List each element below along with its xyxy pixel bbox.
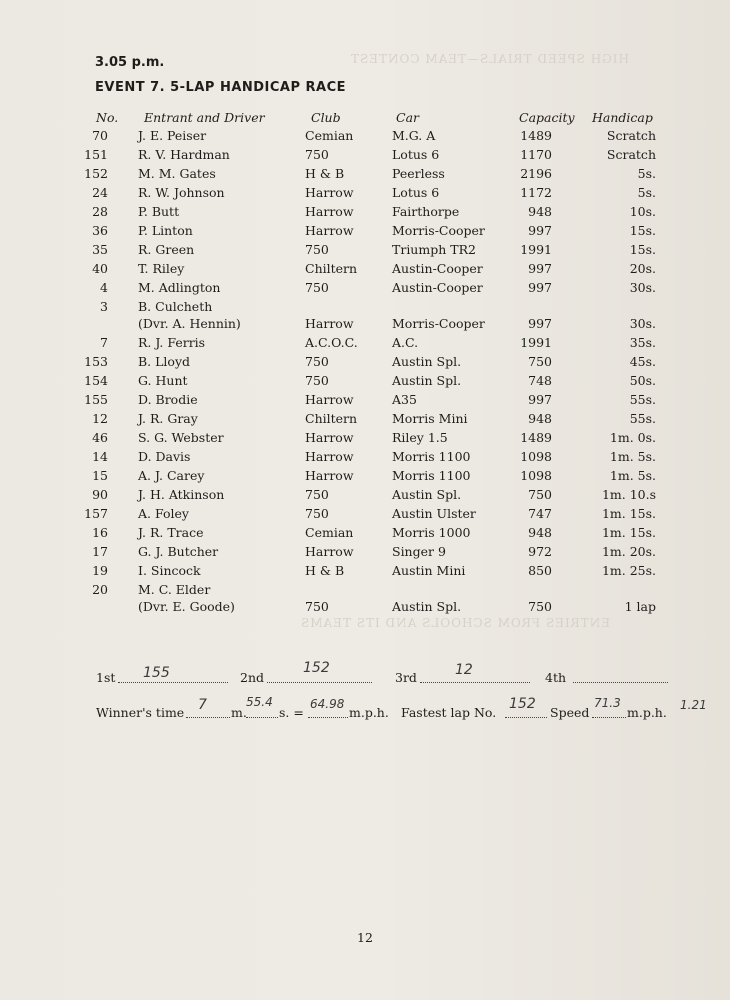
cell-entrant: B. Culcheth: [138, 299, 213, 314]
cell-no: 24: [92, 185, 108, 200]
cell-no: 17: [92, 544, 108, 559]
cell-car: Morris 1000: [392, 525, 471, 540]
cell-car: Austin Spl.: [392, 354, 462, 369]
cell-handicap: 1m. 15s.: [601, 506, 656, 521]
cell-no: 157: [84, 506, 108, 521]
cell-club: 750: [305, 147, 329, 162]
col-header-no: No.: [96, 110, 119, 125]
speed-mph-label: m.p.h.: [627, 705, 667, 720]
cell-car: Austin Spl.: [392, 373, 462, 388]
table-row: [0, 147, 730, 166]
cell-no: 70: [92, 128, 108, 143]
cell-entrant: B. Lloyd: [138, 354, 191, 369]
cell-entrant: M. M. Gates: [138, 166, 216, 181]
cell-entrant: J. R. Gray: [138, 411, 198, 426]
cell-no: 36: [92, 223, 108, 238]
cell-car: Austin Ulster: [392, 506, 476, 521]
cell-handicap: 1m. 15s.: [601, 525, 656, 540]
third-label: 3rd: [395, 670, 417, 685]
cell-entrant: M. C. Elder: [138, 582, 211, 597]
winner-s-label: s. =: [279, 705, 304, 720]
speed-label: Speed: [550, 705, 590, 720]
cell-car: Morris 1100: [392, 449, 471, 464]
cell-capacity: 1098: [520, 449, 552, 464]
second-label: 2nd: [240, 670, 265, 685]
cell-car: Austin Mini: [392, 563, 466, 578]
cell-club: Harrow: [305, 468, 354, 483]
cell-entrant: M. Adlington: [138, 280, 221, 295]
col-header-entrant: Entrant and Driver: [144, 110, 265, 125]
cell-club: 750: [305, 280, 329, 295]
cell-handicap: 1m. 5s.: [609, 468, 656, 483]
cell-entrant: G. Hunt: [138, 373, 188, 388]
placings-row: [0, 660, 730, 690]
cell-car: A.C.: [392, 335, 419, 350]
cell-car: Triumph TR2: [392, 242, 476, 257]
cell-capacity: 997: [528, 223, 552, 238]
cell-club: Harrow: [305, 185, 354, 200]
cell-handicap: 1m. 20s.: [601, 544, 656, 559]
cell-handicap: 50s.: [629, 373, 656, 388]
cell-club: Harrow: [305, 223, 354, 238]
cell-club: Harrow: [305, 544, 354, 559]
table-row: [0, 242, 730, 261]
page-number: 12: [357, 930, 373, 945]
fourth-label: 4th: [545, 670, 567, 685]
cell-club: 750: [305, 242, 329, 257]
cell-capacity: 997: [528, 261, 552, 276]
winner-seconds: 55.4: [246, 695, 273, 709]
cell-handicap: 1m. 5s.: [609, 449, 656, 464]
cell-handicap: 15s.: [629, 223, 656, 238]
cell-car: Riley 1.5: [392, 430, 448, 445]
table-row: [0, 335, 730, 354]
cell-entrant: S. G. Webster: [138, 430, 224, 445]
bleed-through-heading-2: ENTRIES FROM SCHOOLS AND ITS TEAMS: [300, 616, 610, 630]
table-row: [0, 544, 730, 563]
col-header-capacity: Capacity: [519, 110, 575, 125]
cell-capacity: 1489: [520, 128, 552, 143]
cell-no: 90: [92, 487, 108, 502]
fourth-blank: [573, 668, 668, 683]
cell-capacity: 997: [528, 392, 552, 407]
col-header-club: Club: [311, 110, 341, 125]
cell-handicap: 45s.: [629, 354, 656, 369]
cell-no: 154: [84, 373, 108, 388]
cell-handicap: 5s.: [637, 166, 656, 181]
cell-entrant: A. Foley: [138, 506, 189, 521]
cell-handicap: 55s.: [629, 392, 656, 407]
cell-handicap: 20s.: [629, 261, 656, 276]
winner-time-label: Winner's time: [96, 705, 185, 720]
cell-entrant: T. Riley: [138, 261, 185, 276]
third-value: 12: [455, 662, 473, 678]
cell-entrant-driver: (Dvr. E. Goode): [138, 599, 235, 614]
table-row: [0, 166, 730, 185]
table-row: [0, 563, 730, 582]
col-header-handicap: Handicap: [592, 110, 653, 125]
cell-capacity: 948: [528, 204, 552, 219]
cell-capacity: 997: [528, 316, 552, 331]
cell-car: Austin Spl.: [392, 487, 462, 502]
cell-entrant: R. V. Hardman: [138, 147, 230, 162]
cell-car: Lotus 6: [392, 147, 440, 162]
table-row: [0, 525, 730, 544]
cell-capacity: 1991: [520, 335, 552, 350]
cell-car: Morris-Cooper: [392, 316, 485, 331]
bleed-through-heading: HIGH SPEED TRIALS—TEAM CONTEST: [350, 52, 629, 66]
cell-no: 28: [92, 204, 108, 219]
third-blank: [420, 668, 530, 683]
cell-no: 155: [84, 392, 108, 407]
cell-car: Peerless: [392, 166, 445, 181]
first-value: 155: [143, 665, 170, 681]
table-row: [0, 392, 730, 411]
cell-club: Chiltern: [305, 411, 358, 426]
cell-no: 12: [92, 411, 108, 426]
cell-entrant: D. Davis: [138, 449, 191, 464]
cell-entrant: J. R. Trace: [138, 525, 204, 540]
table-row: [0, 128, 730, 147]
cell-handicap: 10s.: [629, 204, 656, 219]
cell-club: Harrow: [305, 430, 354, 445]
event-title: EVENT 7. 5-LAP HANDICAP RACE: [95, 80, 347, 95]
cell-capacity: 747: [528, 506, 552, 521]
cell-capacity: 1489: [520, 430, 552, 445]
cell-club: 750: [305, 487, 329, 502]
cell-car: Fairthorpe: [392, 204, 460, 219]
cell-car: Austin-Cooper: [392, 280, 483, 295]
cell-car: Lotus 6: [392, 185, 440, 200]
table-row: [0, 449, 730, 468]
cell-entrant: R. W. Johnson: [138, 185, 225, 200]
cell-club: Harrow: [305, 392, 354, 407]
cell-entrant: R. Green: [138, 242, 195, 257]
cell-club: 750: [305, 354, 329, 369]
cell-capacity: 1172: [520, 185, 552, 200]
cell-capacity: 750: [528, 487, 552, 502]
cell-capacity: 1170: [520, 147, 552, 162]
cell-capacity: 948: [528, 525, 552, 540]
cell-car: A35: [392, 392, 417, 407]
cell-entrant: J. E. Peiser: [138, 128, 207, 143]
table-row: [0, 582, 730, 614]
table-row: [0, 468, 730, 487]
cell-club: A.C.O.C.: [305, 335, 358, 350]
table-row: [0, 373, 730, 392]
cell-capacity: 948: [528, 411, 552, 426]
table-row: [0, 223, 730, 242]
cell-no: 4: [100, 280, 108, 295]
cell-car: Austin Spl.: [392, 599, 462, 614]
cell-entrant: A. J. Carey: [138, 468, 205, 483]
cell-car: Singer 9: [392, 544, 446, 559]
cell-club: 750: [305, 599, 329, 614]
winner-m-label: m.: [231, 705, 247, 720]
cell-handicap: 30s.: [629, 316, 656, 331]
table-row: [0, 411, 730, 430]
cell-capacity: 997: [528, 280, 552, 295]
cell-no: 16: [92, 525, 108, 540]
cell-handicap: 35s.: [629, 335, 656, 350]
cell-club: H & B: [305, 563, 345, 578]
cell-no: 15: [92, 468, 108, 483]
cell-handicap: 1 lap: [624, 599, 656, 614]
col-header-car: Car: [396, 110, 419, 125]
lap-time-note: 1.21: [680, 698, 707, 712]
speed-value: 71.3: [594, 696, 621, 710]
table-row: [0, 204, 730, 223]
table-row: [0, 299, 730, 331]
cell-no: 14: [92, 449, 108, 464]
winner-min-blank: [186, 703, 230, 718]
cell-no: 19: [92, 563, 108, 578]
cell-no: 7: [100, 335, 108, 350]
cell-club: Harrow: [305, 316, 354, 331]
cell-car: Morris-Cooper: [392, 223, 485, 238]
cell-club: Harrow: [305, 204, 354, 219]
cell-car: M.G. A: [392, 128, 436, 143]
cell-car: Morris Mini: [392, 411, 468, 426]
table-row: [0, 354, 730, 373]
cell-entrant: R. J. Ferris: [138, 335, 206, 350]
cell-capacity: 972: [528, 544, 552, 559]
cell-handicap: Scratch: [606, 128, 656, 143]
cell-club: Cemian: [305, 128, 354, 143]
cell-no: 152: [84, 166, 108, 181]
table-row: [0, 280, 730, 299]
winner-mph-label: m.p.h.: [349, 705, 389, 720]
cell-entrant-driver: (Dvr. A. Hennin): [138, 316, 241, 331]
cell-capacity: 750: [528, 354, 552, 369]
cell-handicap: 1m. 0s.: [609, 430, 656, 445]
second-value: 152: [303, 660, 330, 676]
fastest-lap-label: Fastest lap No.: [401, 705, 497, 720]
cell-club: H & B: [305, 166, 345, 181]
cell-club: Harrow: [305, 449, 354, 464]
cell-club: Cemian: [305, 525, 354, 540]
table-row: [0, 487, 730, 506]
winner-row: [0, 695, 730, 725]
cell-capacity: 1098: [520, 468, 552, 483]
cell-car: Morris 1100: [392, 468, 471, 483]
cell-club: 750: [305, 373, 329, 388]
cell-no: 151: [84, 147, 108, 162]
cell-no: 35: [92, 242, 108, 257]
event-time: 3.05 p.m.: [95, 55, 165, 70]
first-label: 1st: [96, 670, 116, 685]
cell-no: 20: [92, 582, 108, 597]
cell-handicap: 1m. 10.s: [601, 487, 656, 502]
cell-entrant: D. Brodie: [138, 392, 198, 407]
cell-car: Austin-Cooper: [392, 261, 483, 276]
cell-capacity: 2196: [520, 166, 552, 181]
cell-handicap: Scratch: [606, 147, 656, 162]
table-row: [0, 430, 730, 449]
cell-no: 3: [100, 299, 108, 314]
cell-handicap: 15s.: [629, 242, 656, 257]
table-row: [0, 506, 730, 525]
cell-club: 750: [305, 506, 329, 521]
cell-handicap: 30s.: [629, 280, 656, 295]
cell-club: Chiltern: [305, 261, 358, 276]
table-row: [0, 185, 730, 204]
fastest-lap-value: 152: [509, 696, 536, 712]
cell-entrant: P. Linton: [138, 223, 193, 238]
cell-entrant: G. J. Butcher: [138, 544, 219, 559]
cell-handicap: 5s.: [637, 185, 656, 200]
cell-capacity: 850: [528, 563, 552, 578]
cell-capacity: 748: [528, 373, 552, 388]
winner-minutes: 7: [198, 697, 207, 713]
cell-entrant: J. H. Atkinson: [138, 487, 225, 502]
cell-handicap: 55s.: [629, 411, 656, 426]
cell-no: 153: [84, 354, 108, 369]
cell-capacity: 750: [528, 599, 552, 614]
cell-no: 46: [92, 430, 108, 445]
cell-entrant: I. Sincock: [138, 563, 201, 578]
winner-mph-value: 64.98: [310, 697, 345, 711]
cell-capacity: 1991: [520, 242, 552, 257]
table-row: [0, 261, 730, 280]
first-blank: [118, 668, 228, 683]
cell-handicap: 1m. 25s.: [601, 563, 656, 578]
cell-entrant: P. Butt: [138, 204, 180, 219]
cell-no: 40: [92, 261, 108, 276]
